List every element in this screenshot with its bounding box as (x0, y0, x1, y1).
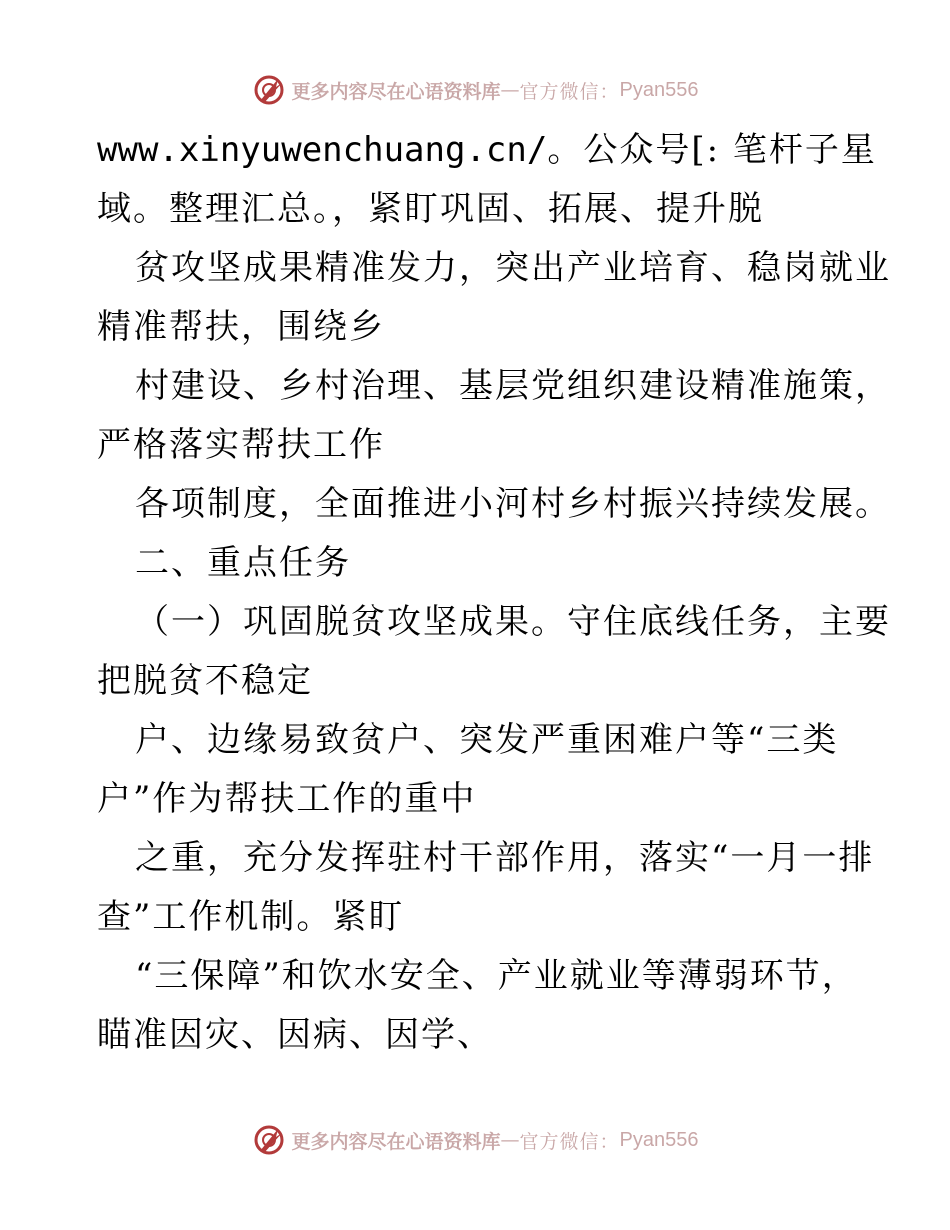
body-line: 之重，充分发挥驻村干部作用，落实“一月一排 (135, 838, 875, 878)
body-line: （一）巩固脱贫攻坚成果。守住底线任务，主要 (135, 602, 891, 642)
footer-watermark (0, 1120, 950, 1160)
watermark-handle: Pyan556 (619, 78, 699, 101)
watermark-handle: Pyan556 (619, 1128, 699, 1151)
website-url: www.xinyuwenchuang.cn/ (97, 130, 548, 170)
watermark-label: 官方微信： (519, 1130, 620, 1153)
watermark-dash: — (500, 1129, 520, 1151)
body-line: 严格落实帮扶工作 (97, 425, 385, 465)
body-line: 户、边缘易致贫户、突发严重困难户等“三类 (135, 720, 839, 760)
body-line: 贫攻坚成果精准发力，突出产业培育、稳岗就业 (135, 248, 891, 288)
header-watermark (0, 70, 950, 110)
section-heading: 二、重点任务 (135, 543, 351, 583)
quill-logo-icon (252, 73, 286, 107)
body-line: 把脱贫不稳定 (97, 661, 313, 701)
watermark-main-text: 更多内容尽在心语资料库 (291, 1130, 501, 1153)
document-body (97, 121, 891, 1065)
body-line: 域。整理汇总。，紧盯巩固、拓展、提升脱 (97, 189, 764, 229)
body-line: 瞄准因灾、因病、因学、 (97, 1015, 493, 1055)
body-line-1 (97, 121, 877, 180)
body-line: “三保障”和饮水安全、产业就业等薄弱环节， (135, 956, 858, 996)
body-line-1-rest: 。公众号[: 笔杆子星 (547, 130, 877, 170)
watermark-dash: — (500, 79, 520, 101)
watermark-main-text: 更多内容尽在心语资料库 (291, 80, 501, 103)
body-line: 各项制度，全面推进小河村乡村振兴持续发展。 (135, 484, 891, 524)
body-line: 查”工作机制。紧盯 (97, 897, 405, 937)
body-line: 户”作为帮扶工作的重中 (97, 779, 477, 819)
quill-logo-icon (252, 1123, 286, 1157)
body-line: 精准帮扶，围绕乡 (97, 307, 385, 347)
body-line: 村建设、乡村治理、基层党组织建设精准施策， (135, 366, 891, 406)
watermark-label: 官方微信： (519, 80, 620, 103)
